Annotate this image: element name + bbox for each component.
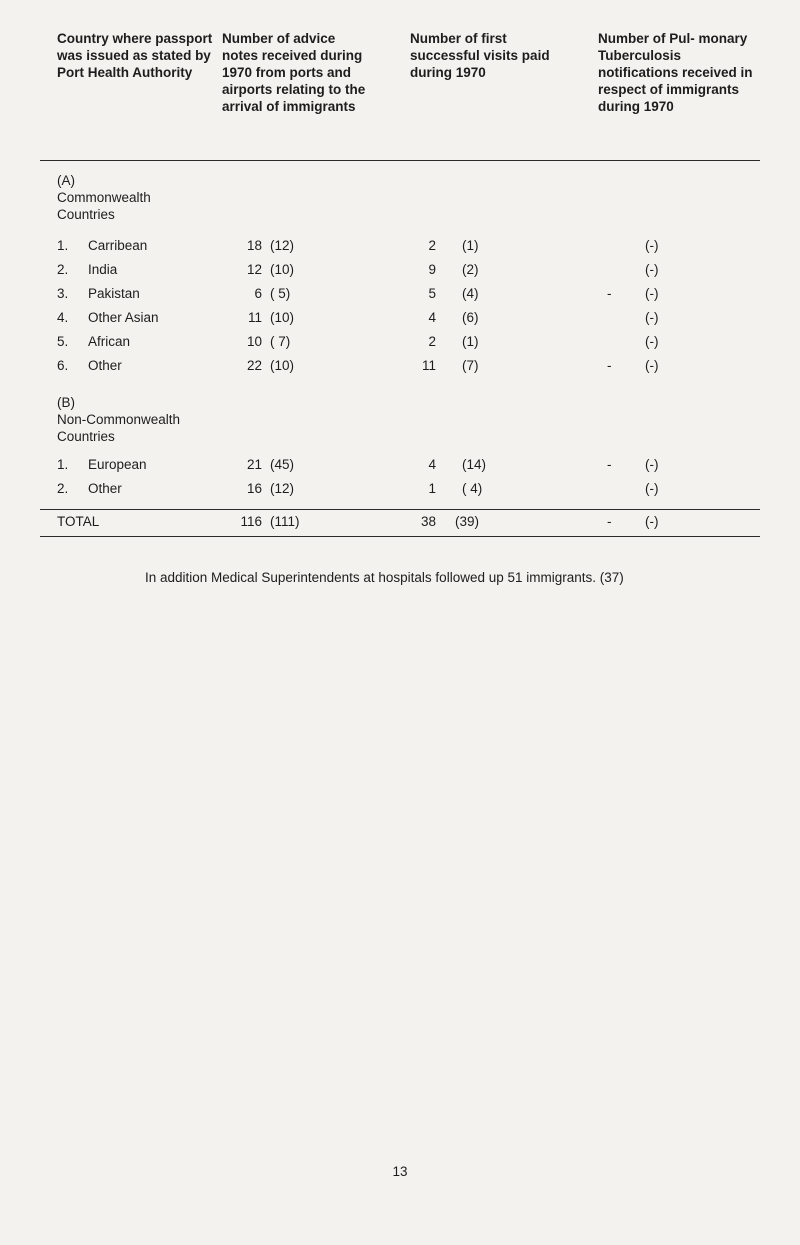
tb-prev: (-) [645,238,659,253]
header-tb-notifications: Number of Pul- monary Tuberculosis notifications received in respect of immigrants during 1970 [598,31,753,114]
total-first-visits-prev: (39) [455,514,480,529]
row-number: 6. [57,358,69,373]
table-row [0,261,800,279]
row-number: 5. [57,334,69,349]
page-number: 13 [392,1164,408,1179]
advice-notes-prev: (10) [270,262,295,277]
advice-notes-prev: (12) [270,238,295,253]
country-name: Pakistan [88,286,140,301]
first-visits-value: 2 [428,238,436,253]
country-name: Other Asian [88,310,159,325]
table-row [0,285,800,303]
first-visits-prev: (1) [462,238,479,253]
first-visits-value: 9 [428,262,436,277]
country-name: Carribean [88,238,148,253]
first-visits-prev: (2) [462,262,479,277]
total-top-rule [40,509,760,510]
tb-prev: (-) [645,310,659,325]
tb-prev: (-) [645,481,659,496]
header-advice-notes: Number of advice notes received during 1970 from ports and airports relating to the arrival of immigrants [222,31,366,114]
country-name: India [88,262,118,277]
advice-notes-prev: (10) [270,358,295,373]
total-first-visits: 38 [420,514,436,529]
tb-value: - [607,358,612,373]
total-bottom-rule [40,536,760,537]
section-a-heading [57,172,167,223]
row-number: 2. [57,262,69,277]
row-number: 4. [57,310,69,325]
row-number: 3. [57,286,69,301]
advice-notes-value: 11 [247,310,262,325]
row-number: 2. [57,481,69,496]
total-label: TOTAL [57,514,100,529]
table-row [0,456,800,474]
advice-notes-value: 6 [254,286,262,301]
total-advice-notes-prev: (111) [270,514,300,529]
tb-prev: (-) [645,358,659,373]
first-visits-prev: (14) [462,457,487,472]
advice-notes-value: 16 [246,481,262,496]
total-tb: - [607,514,612,529]
first-visits-value: 5 [428,286,436,301]
advice-notes-prev: ( 7) [270,334,291,349]
first-visits-value: 11 [421,358,436,373]
total-advice-notes: 116 [240,514,262,529]
first-visits-prev: (1) [462,334,479,349]
advice-notes-value: 18 [246,238,262,253]
table-row [0,357,800,375]
country-name: Other [88,481,122,496]
table-row [0,237,800,255]
header-rule [40,160,760,161]
first-visits-value: 1 [428,481,436,496]
first-visits-prev: (4) [462,286,479,301]
total-row [0,513,800,531]
advice-notes-prev: (45) [270,457,295,472]
footnote: In addition Medical Superintendents at hospitals followed up 51 immigrants. (37) [145,570,624,585]
first-visits-prev: ( 4) [462,481,483,496]
total-tb-prev: (-) [645,514,659,529]
header-country: Country where passport was issued as stated by Port Health Authority [57,31,213,80]
advice-notes-prev: (12) [270,481,295,496]
section-b-letter: (B) [57,395,75,410]
advice-notes-prev: ( 5) [270,286,291,301]
tb-prev: (-) [645,457,659,472]
section-a-title: Commonwealth Countries [57,190,151,222]
table-row [0,309,800,327]
first-visits-value: 4 [428,457,436,472]
country-name: Other [88,358,122,373]
first-visits-prev: (7) [462,358,479,373]
tb-prev: (-) [645,262,659,277]
row-number: 1. [57,238,69,253]
advice-notes-value: 22 [246,358,262,373]
advice-notes-prev: (10) [270,310,295,325]
section-b-heading [57,394,207,445]
first-visits-value: 4 [428,310,436,325]
advice-notes-value: 10 [246,334,262,349]
section-b-title: Non-Commonwealth Countries [57,412,181,444]
tb-value: - [607,286,612,301]
row-number: 1. [57,457,69,472]
tb-prev: (-) [645,286,659,301]
table-row [0,480,800,498]
advice-notes-value: 12 [246,262,262,277]
country-name: European [88,457,147,472]
section-a-letter: (A) [57,173,75,188]
tb-prev: (-) [645,334,659,349]
country-name: African [88,334,131,349]
header-first-visits: Number of first successful visits paid during 1970 [410,31,550,80]
first-visits-value: 2 [428,334,436,349]
advice-notes-value: 21 [246,457,262,472]
table-row [0,333,800,351]
first-visits-prev: (6) [462,310,479,325]
tb-value: - [607,457,612,472]
